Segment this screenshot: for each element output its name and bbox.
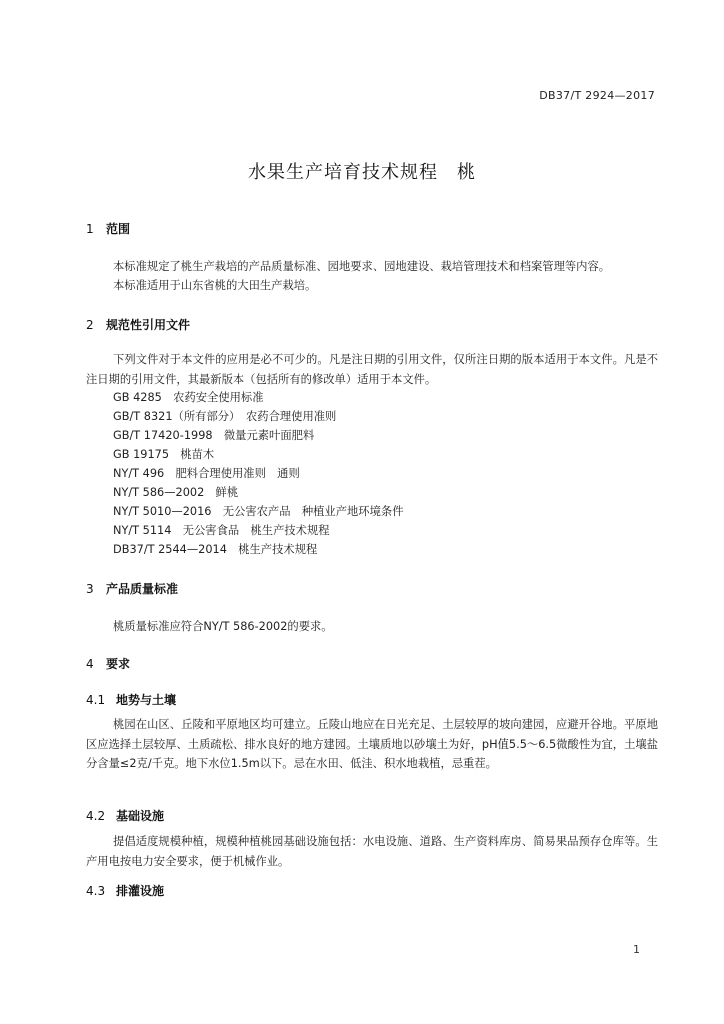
section-title: 地势与土壤 [116,693,177,707]
section-number: 4.2 [86,809,106,823]
reference-item: NY/T 496 肥料合理使用准则 通则 [113,467,300,480]
section-title: 排灌设施 [116,884,165,898]
subsection-heading-4-2 [86,807,164,824]
reference-item: GB/T 17420-1998 微量元素叶面肥料 [113,429,315,442]
reference-item: NY/T 5114 无公害食品 桃生产技术规程 [113,524,330,537]
section-title: 基础设施 [116,809,165,823]
paragraph-terrain-soil: 桃园在山区、丘陵和平原地区均可建立。丘陵山地应在日光充足、土层较厚的坡向建园，应避开谷地。平原地区应选择土层较厚、土质疏松、排水良好的地方建园。土壤质地以砂壤土为好，pH值5.5～6.5微酸性为宜，土壤盐分含量≤2克/千克。地下水位1.5m以下。忌在水田、低洼、积水地栽植，忌重茬。 [86,718,658,770]
paragraph-scope-2: 本标准适用于山东省桃的大田生产栽培。 [113,279,317,292]
standard-code: DB37/T 2924—2017 [539,89,655,102]
section-number: 1 [86,222,94,236]
page-title: 水果生产培育技术规程 桃 [248,162,476,183]
reference-item: GB 19175 桃苗木 [113,448,215,461]
section-number: 4 [86,657,94,671]
paragraph-references-intro: 下列文件对于本文件的应用是必不可少的。凡是注日期的引用文件，仅所注日期的版本适用于本文件。凡是不注日期的引用文件，其最新版本（包括所有的修改单）适用于本文件。 [86,353,658,386]
subsection-heading-4-1 [86,691,176,708]
reference-item: NY/T 586—2002 鲜桃 [113,486,239,499]
section-title: 要求 [106,657,131,671]
section-number: 4.3 [86,884,106,898]
section-number: 3 [86,582,94,596]
section-heading-4 [86,655,130,672]
section-title: 范围 [106,222,131,236]
page-number: 1 [633,943,640,956]
reference-item: GB/T 8321（所有部分） 农药合理使用准则 [113,410,337,423]
reference-item: GB 4285 农药安全使用标准 [113,391,264,404]
section-title: 规范性引用文件 [106,318,191,332]
reference-item: NY/T 5010—2016 无公害农产品 种植业产地环境条件 [113,505,404,518]
reference-item: DB37/T 2544—2014 桃生产技术规程 [113,543,318,556]
section-number: 4.1 [86,693,106,707]
section-heading-2 [86,316,190,333]
section-heading-1 [86,220,130,237]
section-number: 2 [86,318,94,332]
paragraph-quality-standard: 桃质量标准应符合NY/T 586-2002的要求。 [113,620,333,633]
subsection-heading-4-3 [86,882,164,899]
paragraph-infrastructure: 提倡适度规模种植，规模种植桃园基础设施包括：水电设施、道路、生产资料库房、简易果品预存仓库等。生产用电按电力安全要求，便于机械作业。 [86,835,658,868]
paragraph-scope-1: 本标准规定了桃生产栽培的产品质量标准、园地要求、园地建设、栽培管理技术和档案管理等内容。 [113,260,611,273]
section-title: 产品质量标准 [106,582,179,596]
section-heading-3 [86,580,178,597]
